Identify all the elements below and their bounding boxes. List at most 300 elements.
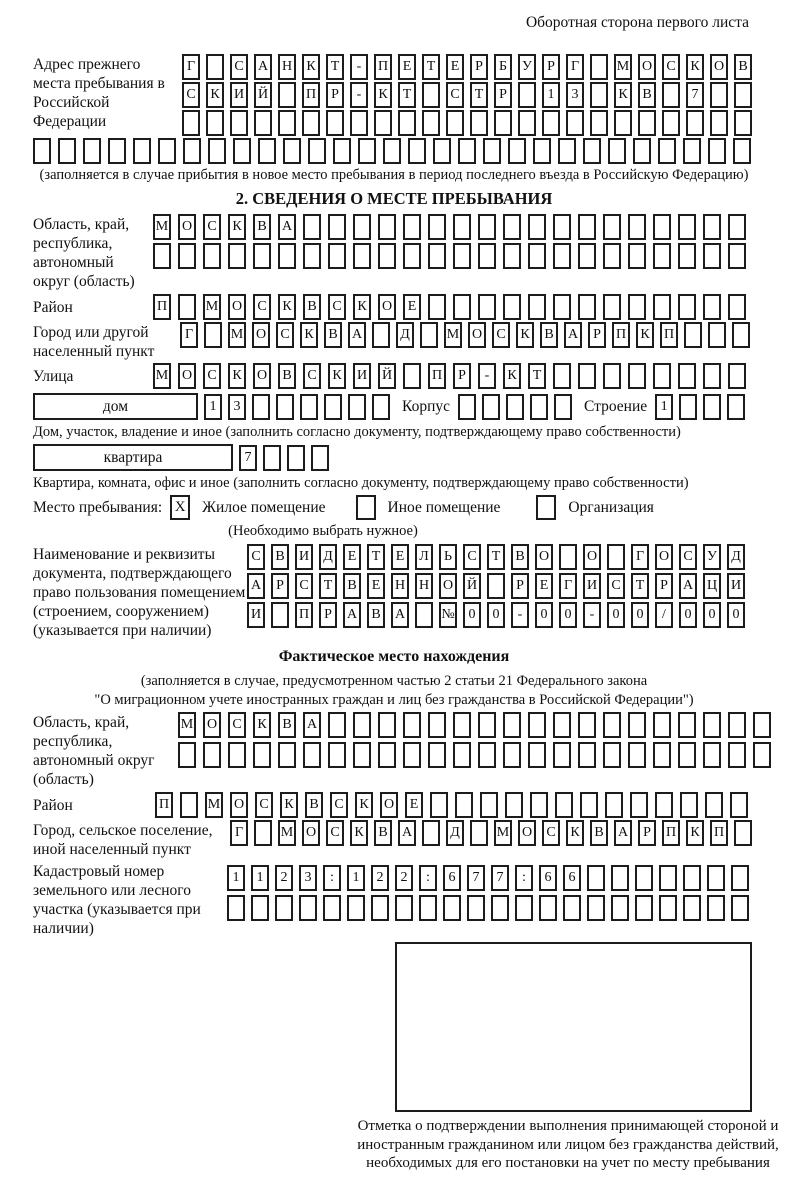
cadastral-label: Кадастровый номер земельного или лесного участка (указывается при наличии)	[33, 863, 201, 937]
prev-address-rows	[182, 54, 752, 136]
char-box: Р	[638, 820, 656, 846]
char-box	[263, 445, 281, 471]
char-box: 6	[443, 865, 461, 891]
char-box: В	[540, 322, 558, 348]
char-box: О	[252, 322, 270, 348]
apartment-row	[33, 444, 755, 471]
char-box: М	[205, 792, 223, 818]
char-box	[278, 110, 296, 136]
char-box	[528, 294, 546, 320]
char-box: К	[686, 820, 704, 846]
char-box: Т	[422, 54, 440, 80]
char-box	[287, 445, 305, 471]
char-box	[283, 138, 301, 164]
char-box: О	[638, 54, 656, 80]
char-box	[303, 243, 321, 269]
fact-city-row	[230, 820, 752, 846]
char-box	[728, 712, 746, 738]
char-box	[678, 742, 696, 768]
house-row	[33, 393, 755, 420]
char-box	[276, 394, 294, 420]
street-block	[33, 363, 755, 389]
char-box: О	[253, 363, 271, 389]
char-box: 0	[703, 602, 721, 628]
char-box	[403, 742, 421, 768]
prev-address-row-1	[182, 54, 752, 80]
char-box	[728, 214, 746, 240]
char-box	[253, 243, 271, 269]
char-box	[478, 243, 496, 269]
char-box: Р	[453, 363, 471, 389]
char-box	[443, 895, 461, 921]
char-box	[590, 82, 608, 108]
char-box: 3	[566, 82, 584, 108]
char-box	[453, 712, 471, 738]
stay-checkbox-organization	[536, 495, 556, 520]
char-box	[303, 742, 321, 768]
char-box: Т	[631, 573, 649, 599]
char-box	[419, 895, 437, 921]
char-box: 2	[371, 865, 389, 891]
char-box: К	[566, 820, 584, 846]
char-box	[208, 138, 226, 164]
char-box	[433, 138, 451, 164]
char-box	[753, 742, 771, 768]
char-box: В	[734, 54, 752, 80]
char-box	[583, 138, 601, 164]
char-box	[353, 742, 371, 768]
char-box	[503, 712, 521, 738]
char-box	[506, 394, 524, 420]
char-box	[470, 820, 488, 846]
char-box	[228, 742, 246, 768]
char-box	[628, 742, 646, 768]
char-box	[372, 394, 390, 420]
document-row-1	[247, 544, 745, 570]
char-box	[398, 110, 416, 136]
char-box: В	[303, 294, 321, 320]
char-box: Р	[326, 82, 344, 108]
char-box: 0	[607, 602, 625, 628]
char-box: С	[253, 294, 271, 320]
char-box	[278, 243, 296, 269]
char-box: П	[374, 54, 392, 80]
char-box	[203, 742, 221, 768]
char-box	[708, 138, 726, 164]
page-side-note: Оборотная сторона первого листа	[525, 14, 749, 31]
char-box	[302, 110, 320, 136]
char-box	[553, 742, 571, 768]
char-box	[415, 602, 433, 628]
char-box	[703, 294, 721, 320]
char-box	[353, 214, 371, 240]
char-box: Н	[391, 573, 409, 599]
apartment-note: Квартира, комната, офис и иное (заполнить согласно документу, подтверждающему право собственности)	[33, 475, 689, 491]
char-box: 1	[204, 394, 222, 420]
char-box: Т	[367, 544, 385, 570]
char-box	[299, 895, 317, 921]
char-box	[587, 895, 605, 921]
char-box	[558, 138, 576, 164]
char-box: Ц	[703, 573, 721, 599]
char-box	[383, 138, 401, 164]
char-box	[503, 294, 521, 320]
street-row	[153, 363, 746, 389]
char-box	[395, 895, 413, 921]
char-box	[33, 138, 51, 164]
char-box: С	[662, 54, 680, 80]
char-box	[686, 110, 704, 136]
char-box: М	[153, 214, 171, 240]
char-box: Т	[528, 363, 546, 389]
cadastral-row-1	[227, 865, 749, 891]
char-box	[515, 895, 533, 921]
char-box	[662, 110, 680, 136]
char-box: С	[203, 363, 221, 389]
house-field-label-box: дом	[33, 393, 198, 420]
char-box	[678, 243, 696, 269]
char-box: Р	[511, 573, 529, 599]
char-box	[733, 138, 751, 164]
char-box	[728, 363, 746, 389]
char-box: С	[679, 544, 697, 570]
apartment-field-label-box: квартира	[33, 444, 233, 471]
char-box: О	[230, 792, 248, 818]
char-box	[353, 243, 371, 269]
stay-checkbox-residential: X	[170, 495, 190, 520]
prev-address-row-4	[33, 138, 755, 164]
fact-region-block	[33, 712, 755, 789]
char-box: Р	[655, 573, 673, 599]
char-box: А	[564, 322, 582, 348]
char-box	[653, 214, 671, 240]
char-box	[503, 742, 521, 768]
char-box: П	[612, 322, 630, 348]
char-box	[533, 138, 551, 164]
char-box: Р	[588, 322, 606, 348]
char-box	[603, 243, 621, 269]
char-box: Р	[494, 82, 512, 108]
char-box: Р	[271, 573, 289, 599]
char-box	[578, 363, 596, 389]
char-box	[707, 895, 725, 921]
char-box	[408, 138, 426, 164]
char-box	[480, 792, 498, 818]
char-box: О	[378, 294, 396, 320]
char-box: К	[228, 214, 246, 240]
char-box	[684, 322, 702, 348]
char-box	[482, 394, 500, 420]
stay-label-other-premises: Иное помещение	[387, 498, 501, 516]
region-row-2	[153, 243, 746, 269]
char-box	[683, 138, 701, 164]
char-box: В	[278, 712, 296, 738]
char-box	[728, 243, 746, 269]
actual-location-note-1: (заполняется в случае, предусмотренном частью 2 статьи 21 Федерального закона	[140, 673, 648, 689]
char-box: А	[254, 54, 272, 80]
char-box	[453, 214, 471, 240]
char-box	[503, 243, 521, 269]
char-box: М	[228, 322, 246, 348]
char-box: И	[230, 82, 248, 108]
char-box	[158, 138, 176, 164]
prev-address-row-2	[182, 82, 752, 108]
char-box: Д	[319, 544, 337, 570]
char-box: Д	[396, 322, 414, 348]
char-box: А	[278, 214, 296, 240]
char-box	[133, 138, 151, 164]
char-box: В	[253, 214, 271, 240]
char-box: 2	[395, 865, 413, 891]
char-box	[628, 363, 646, 389]
stroenie-boxes	[655, 394, 745, 420]
char-box	[350, 110, 368, 136]
char-box: Т	[319, 573, 337, 599]
char-box: П	[295, 602, 313, 628]
fact-region-rows	[178, 712, 771, 768]
char-box	[707, 865, 725, 891]
char-box: -	[511, 602, 529, 628]
korpus-label: Корпус	[402, 397, 450, 415]
char-box	[178, 742, 196, 768]
char-box: У	[703, 544, 721, 570]
char-box: :	[323, 865, 341, 891]
char-box	[628, 294, 646, 320]
char-box: Е	[367, 573, 385, 599]
char-box	[494, 110, 512, 136]
char-box: А	[398, 820, 416, 846]
char-box: Т	[470, 82, 488, 108]
char-box: №	[439, 602, 457, 628]
char-box	[578, 742, 596, 768]
char-box	[182, 110, 200, 136]
char-box	[683, 895, 701, 921]
char-box	[153, 243, 171, 269]
stay-type-label: Место пребывания:	[33, 498, 163, 516]
char-box: Т	[398, 82, 416, 108]
fact-city-block	[33, 820, 755, 859]
char-box	[303, 214, 321, 240]
char-box	[478, 712, 496, 738]
char-box	[455, 792, 473, 818]
char-box	[328, 243, 346, 269]
char-box: О	[178, 214, 196, 240]
char-box: :	[515, 865, 533, 891]
char-box	[254, 110, 272, 136]
house-note: Дом, участок, владение и иное (заполнить согласно документу, подтверждающему право собственности)	[33, 424, 681, 440]
char-box: -	[478, 363, 496, 389]
char-box	[430, 792, 448, 818]
char-box	[578, 243, 596, 269]
char-box: А	[343, 602, 361, 628]
fact-district-row	[155, 792, 748, 818]
char-box: С	[203, 214, 221, 240]
prev-address-block	[33, 54, 755, 136]
char-box: К	[206, 82, 224, 108]
char-box	[300, 394, 318, 420]
stroenie-label: Строение	[584, 397, 648, 415]
section2-title: 2. СВЕДЕНИЯ О МЕСТЕ ПРЕБЫВАНИЯ	[235, 189, 553, 208]
char-box: :	[419, 865, 437, 891]
char-box	[254, 820, 272, 846]
char-box	[611, 865, 629, 891]
char-box: В	[278, 363, 296, 389]
char-box	[278, 82, 296, 108]
char-box	[324, 394, 342, 420]
char-box: А	[303, 712, 321, 738]
char-box	[271, 602, 289, 628]
char-box	[252, 394, 270, 420]
char-box	[580, 792, 598, 818]
char-box	[311, 445, 329, 471]
char-box	[703, 742, 721, 768]
char-box: К	[614, 82, 632, 108]
char-box	[628, 712, 646, 738]
cadastral-rows	[227, 861, 749, 921]
char-box	[653, 712, 671, 738]
char-box	[659, 895, 677, 921]
char-box: С	[295, 573, 313, 599]
char-box: К	[300, 322, 318, 348]
char-box: С	[247, 544, 265, 570]
char-box: С	[276, 322, 294, 348]
char-box	[403, 363, 421, 389]
char-box: С	[492, 322, 510, 348]
char-box: И	[247, 602, 265, 628]
char-box	[578, 214, 596, 240]
char-box	[233, 138, 251, 164]
char-box: М	[153, 363, 171, 389]
char-box: Й	[254, 82, 272, 108]
fact-region-label: Область, край, республика, автономный округ (область)	[33, 714, 155, 788]
char-box: Р	[319, 602, 337, 628]
char-box: Е	[403, 294, 421, 320]
char-box	[730, 792, 748, 818]
char-box: И	[295, 544, 313, 570]
char-box: В	[638, 82, 656, 108]
char-box	[542, 110, 560, 136]
char-box: 1	[251, 865, 269, 891]
char-box: И	[353, 363, 371, 389]
char-box: О	[583, 544, 601, 570]
char-box	[708, 322, 726, 348]
char-box	[611, 895, 629, 921]
char-box: П	[662, 820, 680, 846]
char-box	[728, 294, 746, 320]
char-box: И	[583, 573, 601, 599]
char-box	[227, 895, 245, 921]
char-box: 1	[347, 865, 365, 891]
char-box	[228, 243, 246, 269]
char-box: М	[494, 820, 512, 846]
char-box: В	[590, 820, 608, 846]
char-box	[403, 214, 421, 240]
document-rows	[247, 544, 745, 628]
char-box: А	[247, 573, 265, 599]
char-box	[518, 82, 536, 108]
city-label: Город или другой населенный пункт	[33, 324, 155, 360]
char-box: С	[326, 820, 344, 846]
char-box	[607, 544, 625, 570]
char-box: М	[178, 712, 196, 738]
char-box	[428, 712, 446, 738]
char-box	[458, 394, 476, 420]
char-box: П	[428, 363, 446, 389]
char-box	[278, 742, 296, 768]
char-box: О	[518, 820, 536, 846]
char-box	[678, 363, 696, 389]
char-box	[530, 792, 548, 818]
char-box	[428, 214, 446, 240]
char-box	[603, 214, 621, 240]
char-box	[180, 792, 198, 818]
char-box: С	[230, 54, 248, 80]
char-box	[528, 742, 546, 768]
region-rows	[153, 214, 746, 269]
char-box	[275, 895, 293, 921]
char-box	[372, 322, 390, 348]
char-box: А	[348, 322, 366, 348]
char-box: С	[446, 82, 464, 108]
char-box	[528, 712, 546, 738]
char-box: К	[374, 82, 392, 108]
char-box: Ь	[439, 544, 457, 570]
char-box: А	[679, 573, 697, 599]
char-box	[605, 792, 623, 818]
char-box: М	[203, 294, 221, 320]
char-box	[347, 895, 365, 921]
char-box	[505, 792, 523, 818]
char-box: С	[255, 792, 273, 818]
char-box	[528, 214, 546, 240]
char-box: П	[660, 322, 678, 348]
char-box: Е	[405, 792, 423, 818]
char-box: П	[302, 82, 320, 108]
char-box	[728, 742, 746, 768]
char-box	[653, 363, 671, 389]
char-box: В	[324, 322, 342, 348]
char-box: 3	[228, 394, 246, 420]
char-box: 1	[227, 865, 245, 891]
char-box	[635, 865, 653, 891]
char-box: 6	[539, 865, 557, 891]
char-box	[578, 294, 596, 320]
char-box	[378, 742, 396, 768]
char-box	[323, 895, 341, 921]
char-box: О	[439, 573, 457, 599]
char-box	[705, 792, 723, 818]
char-box	[491, 895, 509, 921]
char-box: К	[355, 792, 373, 818]
char-box: 7	[467, 865, 485, 891]
char-box: Т	[487, 544, 505, 570]
stay-label-residential: Жилое помещение	[202, 498, 326, 516]
char-box: Г	[230, 820, 248, 846]
char-box: Е	[446, 54, 464, 80]
char-box	[328, 712, 346, 738]
char-box	[653, 294, 671, 320]
char-box	[578, 712, 596, 738]
char-box	[420, 322, 438, 348]
char-box	[566, 110, 584, 136]
char-box	[371, 895, 389, 921]
char-box: К	[280, 792, 298, 818]
char-box	[734, 820, 752, 846]
confirmation-stamp-box	[395, 942, 752, 1112]
char-box: А	[391, 602, 409, 628]
char-box: Е	[391, 544, 409, 570]
fact-district-block	[33, 792, 755, 818]
